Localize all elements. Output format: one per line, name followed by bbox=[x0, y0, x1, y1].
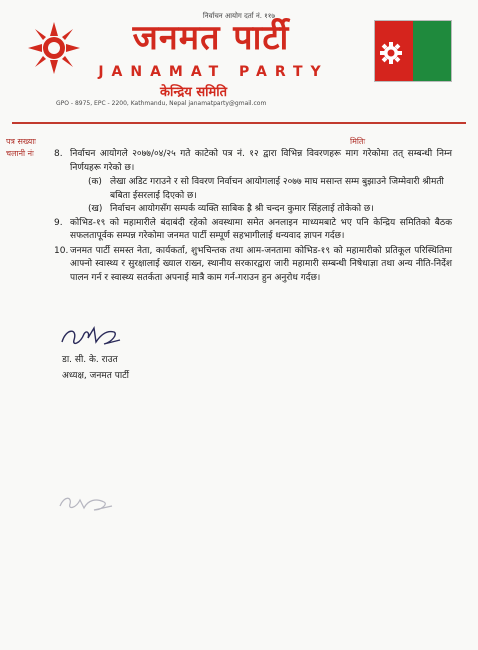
sub-list-item bbox=[54, 176, 452, 203]
contact-line: GPO - 8975, EPC - 2200, Kathmandu, Nepal janamatparty@gmail.com bbox=[56, 100, 267, 107]
faint-signature-mark-icon bbox=[56, 490, 116, 516]
list-item bbox=[54, 245, 452, 286]
letter-number-label: पत्र सख्याः bbox=[6, 137, 36, 146]
item-text: निर्वाचन आयोगले २०७७/०४/२५ गते काटेको पत्र नं. १२ द्वारा विभिन्न विवरणहरू माग गरेकोमा तत् सम्बन्धी निम्न निर्णयहरू गरेको छ। bbox=[70, 149, 452, 173]
item-number: 10. bbox=[54, 245, 69, 256]
signature-scribble-icon bbox=[56, 322, 126, 352]
sub-item-number: (क) bbox=[88, 177, 102, 187]
party-name-nepali: जनमत पार्टी bbox=[132, 18, 290, 58]
sub-list-item bbox=[54, 203, 452, 217]
gear-emblem-icon bbox=[379, 41, 403, 65]
signatory-name: डा. सी. के. राउत bbox=[62, 355, 118, 365]
central-committee-label: केन्द्रिय समिति bbox=[160, 85, 228, 100]
sun-logo-icon bbox=[26, 20, 82, 76]
date-label: मितिः bbox=[350, 137, 366, 146]
item-text: जनमत पार्टी समस्त नेता, कार्यकर्ता, शुभचिन्तक तथा आम-जनतामा कोभिड-१९ को महामारीको प्रतिकूल परिस्थितिमा आफ्नो स्वास्थ्य र सुरक्षालाई ख्याल राख्न, स्थानीय सरकारद्वारा जारी महामारी सम्बन्धी निषेधाज्ञा तथा अन्य नीति-निर्देश पालन गर्न र स्वास्थ्य सतर्कता अपनाई मात्रै काम गर्न-गराउन हुन अनुरोध गर्दछ। bbox=[70, 245, 452, 283]
signatory-title: अध्यक्ष, जनमत पार्टी bbox=[62, 371, 130, 381]
dispatch-number-label: चलानी नंः bbox=[6, 149, 34, 158]
list-item bbox=[54, 217, 452, 244]
header-divider bbox=[12, 122, 466, 124]
party-flag-icon bbox=[374, 20, 452, 82]
party-name-english: JANAMAT PARTY bbox=[98, 64, 329, 80]
item-number: 9. bbox=[54, 217, 63, 228]
list-item bbox=[54, 148, 452, 175]
sub-item-number: (ख) bbox=[88, 204, 103, 214]
registration-number: निर्वाचन आयोग दर्ता नं. ११७ bbox=[202, 12, 276, 20]
letter-body bbox=[54, 148, 452, 286]
item-text: कोभिड-१९ को महामारीले बंदाबंदी रहेको अवस्थामा समेत अनलाइन माध्यमबाटे भए पनि केन्द्रिय समितिको बैठक सफलतापूर्वक सम्पन्न गरेकोमा जनमत पार्टी सम्पूर्ण सहभागीलाई धन्यवाद ज्ञापन गर्दछ। bbox=[70, 217, 452, 241]
sub-item-text: निर्वाचन आयोगसँग सम्पर्क व्यक्ति साबिक ह्रै श्री चन्दन कुमार सिंहलाई तोकेको छ। bbox=[110, 204, 374, 214]
sub-item-text: लेखा अडिट गराउने र सो विवरण निर्वाचन आयोगलाई २०७७ माघ मसान्त सम्म बुझाउने जिम्मेवारी श्रीमती बबिता ईसरलाई दिएको छ। bbox=[110, 177, 444, 201]
item-number: 8. bbox=[54, 149, 63, 159]
